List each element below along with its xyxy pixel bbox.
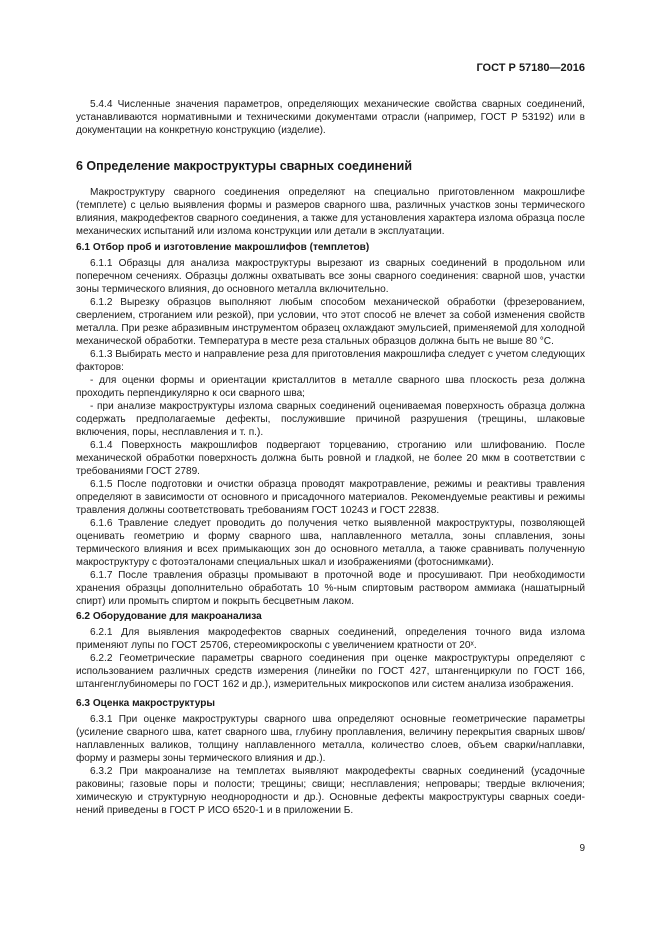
paragraph-6-1-6: 6.1.6 Травление следует проводить до получения четко выявленной макроструктуры, позволяющей оценивать геометрию и форму сварного шва, наплавленного металла, зоны сплавления, зоны термического влияния и всех примыкающих зон до основного металла, а также сравнивать полученную макроструктуру с фотоэталонами специальных шкал и изображениями (фотоснимками). — [76, 518, 585, 568]
paragraph-6-1-7: 6.1.7 После травления образцы промывают в проточной воде и просушивают. При необходимости хранения образцы дополнительно обработать 10 %-ным спиртовым раствором аммиака (нашатырный спирт) или промыть спиртом и покрыть бесцветным лаком. — [76, 570, 585, 607]
paragraph-6-1-1: 6.1.1 Образцы для анализа макроструктуры вырезают из сварных соединений в продольном или поперечном сечениях. Образцы должны охватывать все зоны сварного соединения: сварной шов, участки зоны термического влияния, до основного металла включительно. — [76, 258, 585, 295]
paragraph-6-1-3-bullet-2: - при анализе макроструктуры излома сварных соединений оцениваемая поверхность образца должна содержать предполагаемые дефекты, послужившие причиной разрушения (трещины, шлаковые включения, поры, несплавления и т. п.). — [76, 401, 585, 438]
paragraph-6-1-3: 6.1.3 Выбирать место и направление реза для приготовления макрошлифа следует с учетом следующих факторов: — [76, 349, 585, 373]
paragraph-5-4-4: 5.4.4 Численные значения параметров, определяющих механические свойства сварных соединений, устанавливаются нормативными и техническими документами отрасли (например, ГОСТ Р 53192) или в документации на конкретную конструкцию (изделие). — [76, 99, 585, 136]
paragraph-6-1-3-bullet-1: - для оценки формы и ориентации кристаллитов в металле сварного шва плоскость реза должна проходить перпендикулярно к оси сварного шва; — [76, 375, 585, 399]
section-6-1-title: 6.1 Отбор проб и изготовление макрошлифов (темплетов) — [76, 242, 370, 253]
paragraph-6-1-4: 6.1.4 Поверхность макрошлифов подвергают торцеванию, строганию или шлифованию. После механической обработки поверхность должна быть ровной и гладкой, не более 20 мкм в соответствии с требованиями ГОСТ 2789. — [76, 440, 585, 477]
section-6-2-title: 6.2 Оборудование для макроанализа — [76, 611, 262, 622]
section-6-intro: Макроструктуру сварного соединения определяют на специально приготовленном макрошлифе (темплете) с целью выявления формы и размеров сварного шва, различных участков зоны термического влияния, макродефектов сварного соединения, а также для установления характера излома образца после механических испытаний или излома конструкции или детали в эксплуатации. — [76, 187, 585, 237]
page-number: 9 — [579, 843, 585, 854]
paragraph-6-2-1: 6.2.1 Для выявления макродефектов сварных соединений, определения точного вида излома применяют лупы по ГОСТ 25706, стереомикроскопы с увеличением кратности от 20ˣ. — [76, 627, 585, 651]
paragraph-6-1-5: 6.1.5 После подготовки и очистки образца проводят макротравление, режимы и реактивы травления определяют в зависимости от основного и присадочного материалов. Рекомендуемые реактивы и режимы травления должны соответствовать требованиям ГОСТ 10243 и ГОСТ 22838. — [76, 479, 585, 516]
section-6-title: 6 Определение макроструктуры сварных соединений — [76, 159, 412, 173]
page-content — [76, 98, 585, 817]
section-6-3-title: 6.3 Оценка макроструктуры — [76, 698, 215, 709]
paragraph-6-3-1: 6.3.1 При оценке макроструктуры сварного шва определяют основные геометрические параметры (усиление сварного шва, катет сварного шва, глубину проплавления, величину перекрытия сварных швов/наплавленных валиков, толщину наплавленного металла, количество слоев, объем сварки/наплавки, форму и размеры зоны термического влияния и др.). — [76, 714, 585, 764]
standard-header: ГОСТ Р 57180—2016 — [476, 62, 585, 74]
paragraph-6-2-2: 6.2.2 Геометрические параметры сварного соединения при оценке макроструктуры определяют с использованием различных средств измерения (линейки по ГОСТ 427, штангенциркули по ГОСТ 166, штангенглубиномеры по ГОСТ 162 и др.), измерительных микроскопов или систем анализа изображения. — [76, 653, 585, 690]
paragraph-6-1-2: 6.1.2 Вырезку образцов выполняют любым способом механической обработки (фрезерованием, сверлением, строганием или резкой), при условии, что этот способ не влечет за собой изменения свойств металла. При резке абразивным инструментом образец охлаждают эмульсией, применяемой для холодной механической обработки. Температура в месте реза стальных образцов должна быть не выше 80 °С. — [76, 297, 585, 347]
paragraph-6-3-2: 6.3.2 При макроанализе на темплетах выявляют макродефекты сварных соединений (усадочные раковины; газовые поры и полости; трещины; свищи; несплавления; непровары; твердые включения; химическую и структурную неоднородности и др.). Основные дефекты макроструктуры сварных соединений приведены в ГОСТ Р ИСО 6520-1 и в приложении Б. — [76, 766, 585, 816]
